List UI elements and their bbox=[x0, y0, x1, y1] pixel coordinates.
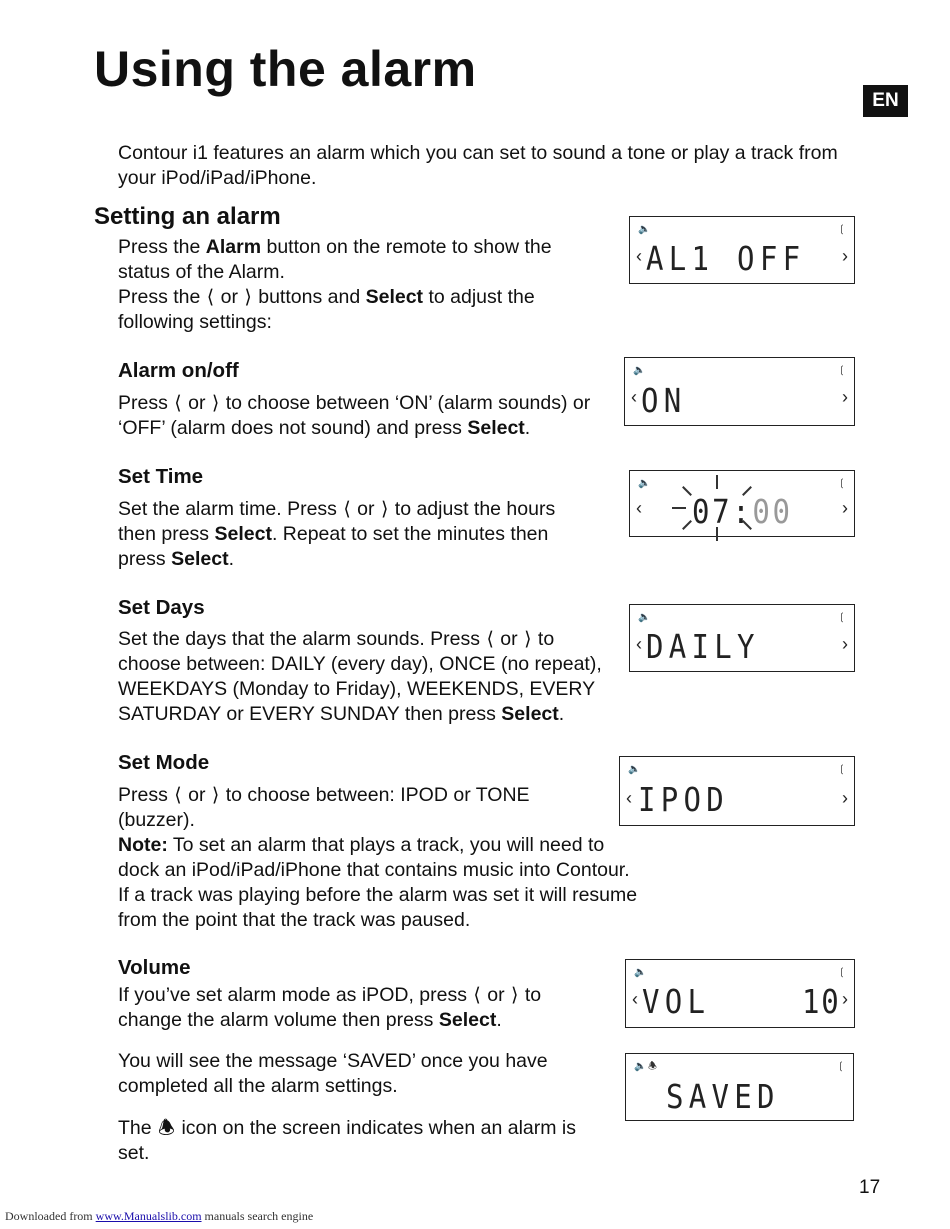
alarm-onoff-heading: Alarm on/off bbox=[118, 359, 239, 382]
signal-icon: ❲ bbox=[837, 764, 846, 775]
set-mode-note: Note: To set an alarm that plays a track, you will need to dock an iPod/iPad/iPhone that contains music into Contour. If a track was playing before the alarm was set it will resume from the point that the track was paused. bbox=[118, 834, 638, 931]
chevron-left-icon: ‹ bbox=[636, 634, 642, 654]
setting-alarm-text-2: Press the ⟨ or ⟩ buttons and Select to adjust the following settings: bbox=[118, 286, 535, 333]
chevron-left-icon: ⟨ bbox=[206, 287, 215, 308]
page-number: 17 bbox=[859, 1177, 881, 1198]
chevron-right-icon: › bbox=[842, 989, 848, 1009]
lcd-display-on bbox=[624, 357, 855, 426]
chevron-left-icon: ⟨ bbox=[473, 985, 481, 1006]
setting-alarm-text-1: Press the Alarm button on the remote to show the status of the Alarm. bbox=[118, 236, 552, 283]
alarm-bell-icon: 🕭 bbox=[158, 1118, 176, 1139]
volume-heading: Volume bbox=[118, 956, 191, 979]
lcd-display-alarm-status bbox=[629, 216, 855, 284]
set-days-heading: Set Days bbox=[118, 596, 205, 619]
chevron-right-icon: › bbox=[842, 246, 848, 266]
lcd-text: 07:00 bbox=[692, 492, 793, 531]
language-tab: EN bbox=[863, 85, 908, 117]
speaker-icon: 🔈 bbox=[634, 967, 647, 978]
speaker-icon: 🔈 bbox=[638, 224, 651, 235]
chevron-right-icon: › bbox=[842, 387, 848, 407]
speaker-icon: 🔈 bbox=[638, 612, 651, 623]
chevron-right-icon: › bbox=[842, 498, 848, 518]
alarm-icon-text: The 🕭 icon on the screen indicates when an alarm is set. bbox=[118, 1117, 577, 1164]
alarm-bell-icon: 🕭 bbox=[648, 1061, 657, 1072]
flash-ray bbox=[716, 475, 718, 489]
set-time-heading: Set Time bbox=[118, 465, 204, 488]
saved-message-text: You will see the message ‘SAVED’ once you have completed all the alarm settings. bbox=[118, 1050, 548, 1097]
lcd-text: IPOD bbox=[638, 780, 730, 819]
page-title: Using the alarm bbox=[94, 41, 477, 97]
lcd-text: ON bbox=[641, 381, 687, 420]
chevron-left-icon: ⟨ bbox=[174, 785, 182, 806]
flash-ray bbox=[672, 507, 686, 509]
chevron-left-icon: ⟨ bbox=[486, 629, 494, 650]
chevron-left-icon: ‹ bbox=[636, 498, 642, 518]
intro-paragraph: Contour i1 features an alarm which you can set to sound a tone or play a track from your iPod/iPad/iPhone. bbox=[118, 142, 838, 189]
signal-icon: ❲ bbox=[837, 478, 846, 489]
chevron-right-icon: ⟩ bbox=[524, 629, 532, 650]
speaker-icon: 🔈 bbox=[628, 764, 641, 775]
chevron-left-icon: ‹ bbox=[626, 788, 632, 808]
lcd-value: 10 bbox=[802, 982, 841, 1021]
alarm-onoff-text: Press ⟨ or ⟩ to choose between ‘ON’ (alarm sounds) or ‘OFF’ (alarm does not sound) and press Select. bbox=[118, 392, 591, 439]
lcd-display-time bbox=[629, 470, 855, 537]
lcd-text: DAILY bbox=[646, 627, 760, 666]
chevron-left-icon: ‹ bbox=[632, 989, 638, 1009]
set-mode-heading: Set Mode bbox=[118, 751, 210, 774]
chevron-right-icon: ⟩ bbox=[511, 985, 519, 1006]
speaker-icon: 🔈 bbox=[638, 478, 651, 489]
lcd-text: VOL bbox=[642, 982, 711, 1021]
chevron-left-icon: ‹ bbox=[631, 387, 637, 407]
lcd-text: AL1 OFF bbox=[646, 239, 806, 278]
volume-text: If you’ve set alarm mode as iPOD, press ⟨ or ⟩ to change the alarm volume then press Select. bbox=[118, 984, 542, 1031]
chevron-left-icon: ‹ bbox=[636, 246, 642, 266]
chevron-left-icon: ⟨ bbox=[343, 499, 351, 520]
set-days-text: Set the days that the alarm sounds. Press ⟨ or ⟩ to choose between: DAILY (every day), ONCE (no repeat), WEEKDAYS (Monday to Friday), WEEKENDS, EVERY SATURDAY or EVERY SUNDAY then press Select. bbox=[118, 628, 602, 725]
speaker-icon: 🔈 bbox=[634, 1061, 647, 1072]
setting-alarm-heading: Setting an alarm bbox=[94, 203, 281, 230]
signal-icon: ❲ bbox=[837, 365, 846, 376]
set-mode-text: Press ⟨ or ⟩ to choose between: IPOD or TONE (buzzer). bbox=[118, 784, 530, 831]
flash-ray bbox=[682, 520, 692, 530]
chevron-right-icon: ⟩ bbox=[244, 287, 252, 308]
chevron-right-icon: ⟩ bbox=[211, 393, 220, 414]
chevron-right-icon: › bbox=[842, 634, 848, 654]
signal-icon: ❲ bbox=[836, 1061, 845, 1072]
chevron-left-icon: ⟨ bbox=[174, 393, 182, 414]
set-time-text: Set the alarm time. Press ⟨ or ⟩ to adjust the hours then press Select. Repeat to set the minutes then press Select. bbox=[118, 498, 556, 570]
footer: Downloaded from www.Manualslib.com manuals search engine bbox=[5, 1209, 314, 1223]
lcd-display-volume bbox=[625, 959, 855, 1028]
lcd-text: SAVED bbox=[666, 1077, 780, 1116]
chevron-right-icon: › bbox=[842, 788, 848, 808]
chevron-right-icon: ⟩ bbox=[211, 785, 220, 806]
signal-icon: ❲ bbox=[837, 967, 846, 978]
speaker-icon: 🔈 bbox=[633, 365, 646, 376]
lcd-display-days bbox=[629, 604, 855, 672]
lcd-display-saved bbox=[625, 1053, 854, 1121]
manualslib-link[interactable]: www.Manualslib.com bbox=[95, 1209, 202, 1223]
signal-icon: ❲ bbox=[837, 612, 846, 623]
signal-icon: ❲ bbox=[837, 224, 846, 235]
flash-ray bbox=[682, 486, 692, 496]
lcd-display-mode bbox=[619, 756, 855, 826]
chevron-right-icon: ⟩ bbox=[380, 499, 389, 520]
